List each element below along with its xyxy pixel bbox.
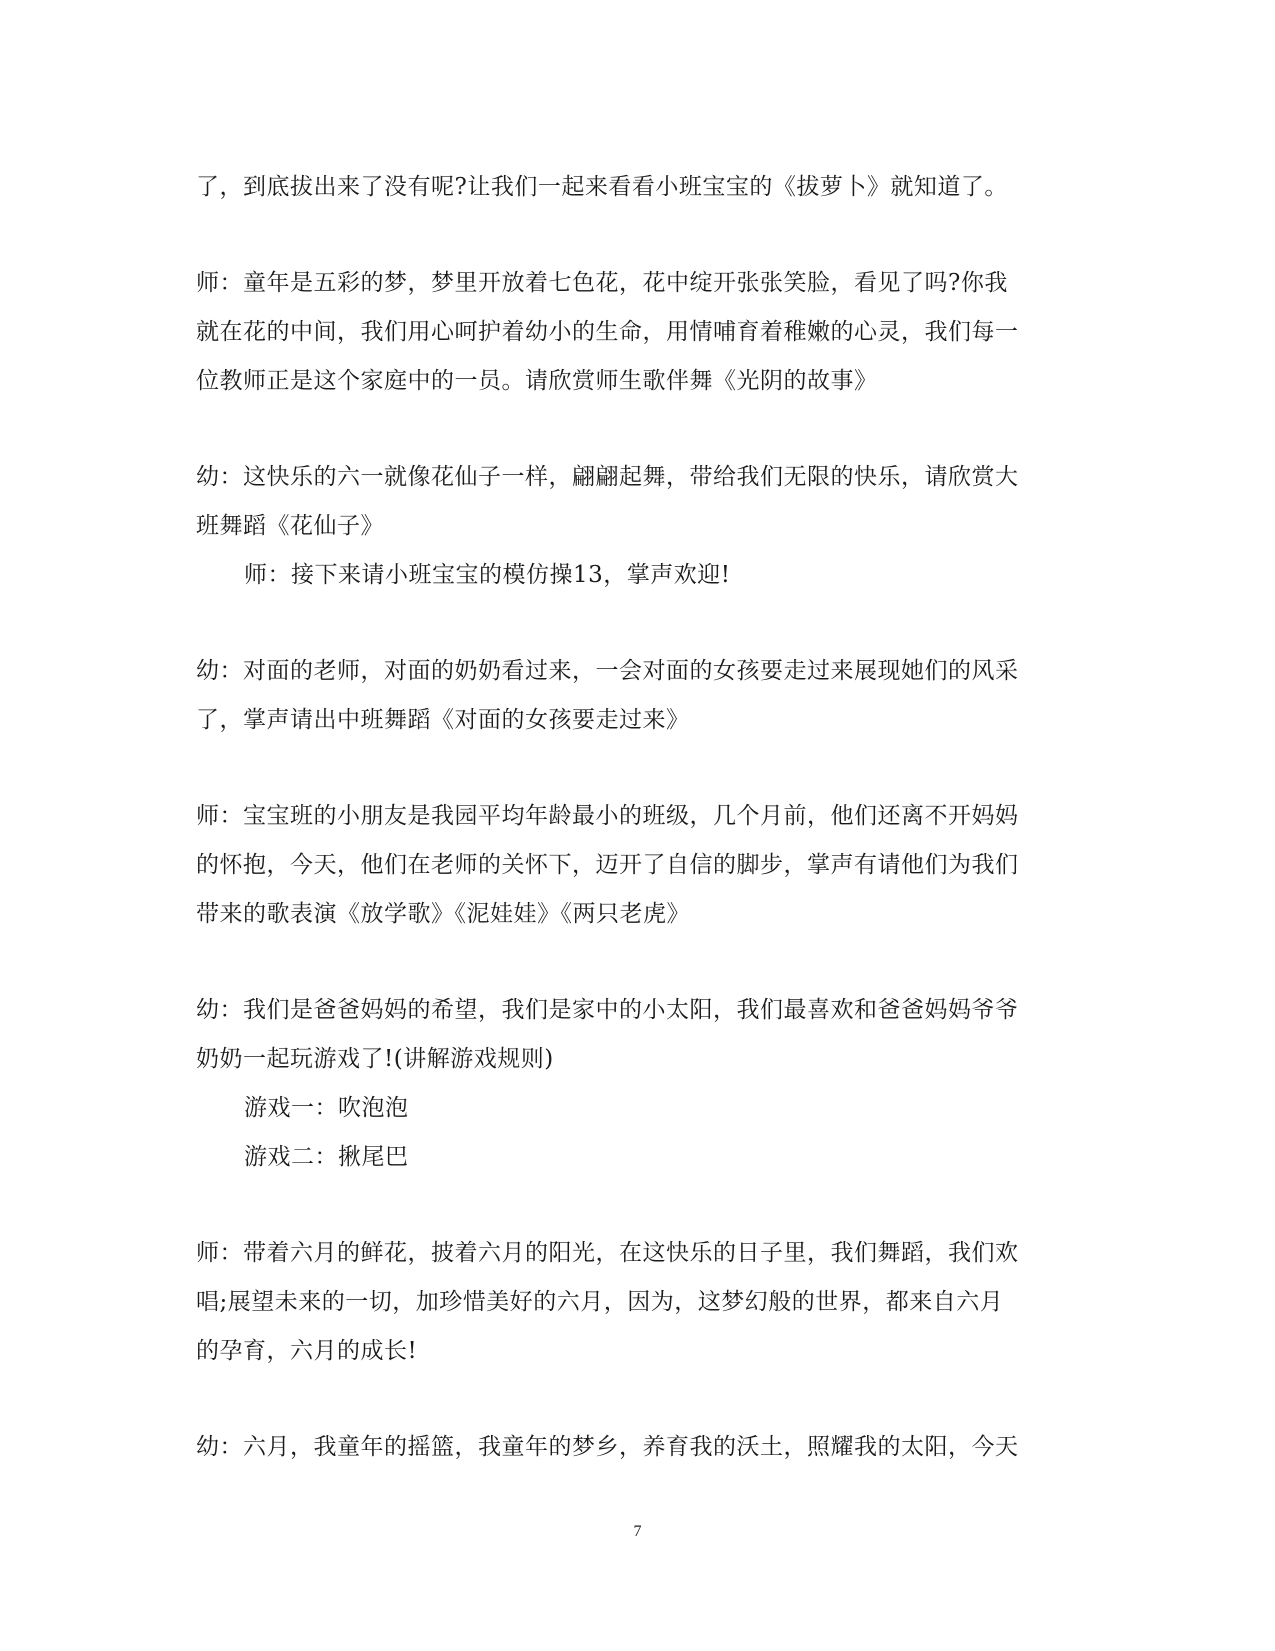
paragraph-teacher-june <box>196 1229 1076 1376</box>
text-line: 的孕育，六月的成长! <box>196 1338 418 1364</box>
text-line: 奶奶一起玩游戏了!(讲解游戏规则) <box>196 1046 554 1072</box>
paragraph-teacher-light-of-time <box>196 259 1076 406</box>
page-number: 7 <box>633 1523 642 1540</box>
text-line: 幼：对面的老师，对面的奶奶看过来，一会对面的女孩要走过来展现她们的风采 <box>196 658 1019 684</box>
paragraph-intro-end <box>196 163 1076 212</box>
text-line: 了，到底拔出来了没有呢?让我们一起来看看小班宝宝的《拔萝卜》就知道了。 <box>196 174 1008 200</box>
text-line: 唱;展望未来的一切，加珍惜美好的六月，因为，这梦幻般的世界，都来自六月 <box>196 1289 1004 1315</box>
text-line: 的怀抱，今天，他们在老师的关怀下，迈开了自信的脚步，掌声有请他们为我们 <box>196 852 1019 878</box>
text-line: 幼：这快乐的六一就像花仙子一样，翩翩起舞，带给我们无限的快乐，请欣赏大 <box>196 464 1019 490</box>
paragraph-child-games <box>196 986 1076 1084</box>
text-line: 师：童年是五彩的梦，梦里开放着七色花，花中绽开张张笑脸，看见了吗?你我 <box>196 270 1008 296</box>
text-line: 带来的歌表演《放学歌》《泥娃娃》《两只老虎》 <box>196 901 690 927</box>
paragraph-game-one <box>196 1084 1076 1133</box>
text-line: 师：宝宝班的小朋友是我园平均年龄最小的班级，几个月前，他们还离不开妈妈 <box>196 803 1019 829</box>
text-line: 师：带着六月的鲜花，披着六月的阳光，在这快乐的日子里，我们舞蹈，我们欢 <box>196 1240 1019 1266</box>
text-line: 幼：我们是爸爸妈妈的希望，我们是家中的小太阳，我们最喜欢和爸爸妈妈爷爷 <box>196 997 1019 1023</box>
document-body <box>196 163 1076 1472</box>
text-line: 班舞蹈《花仙子》 <box>196 513 384 539</box>
paragraph-teacher-imitation-exercise <box>196 551 1076 600</box>
paragraph-child-girl-across <box>196 647 1076 745</box>
paragraph-game-two <box>196 1133 1076 1182</box>
paragraph-teacher-baby-class <box>196 792 1076 939</box>
text-line: 就在花的中间，我们用心呵护着幼小的生命，用情哺育着稚嫩的心灵，我们每一 <box>196 319 1019 345</box>
text-line: 游戏二：揪尾巴 <box>244 1144 409 1170</box>
text-line: 幼：六月，我童年的摇篮，我童年的梦乡，养育我的沃土，照耀我的太阳，今天 <box>196 1434 1019 1460</box>
text-line: 位教师正是这个家庭中的一员。请欣赏师生歌伴舞《光阴的故事》 <box>196 368 878 394</box>
text-line: 游戏一：吹泡泡 <box>244 1095 409 1121</box>
text-line: 了，掌声请出中班舞蹈《对面的女孩要走过来》 <box>196 707 690 733</box>
paragraph-child-june-cradle <box>196 1423 1076 1472</box>
text-line: 师：接下来请小班宝宝的模仿操13，掌声欢迎! <box>244 562 731 588</box>
paragraph-child-flower-fairy <box>196 453 1076 551</box>
